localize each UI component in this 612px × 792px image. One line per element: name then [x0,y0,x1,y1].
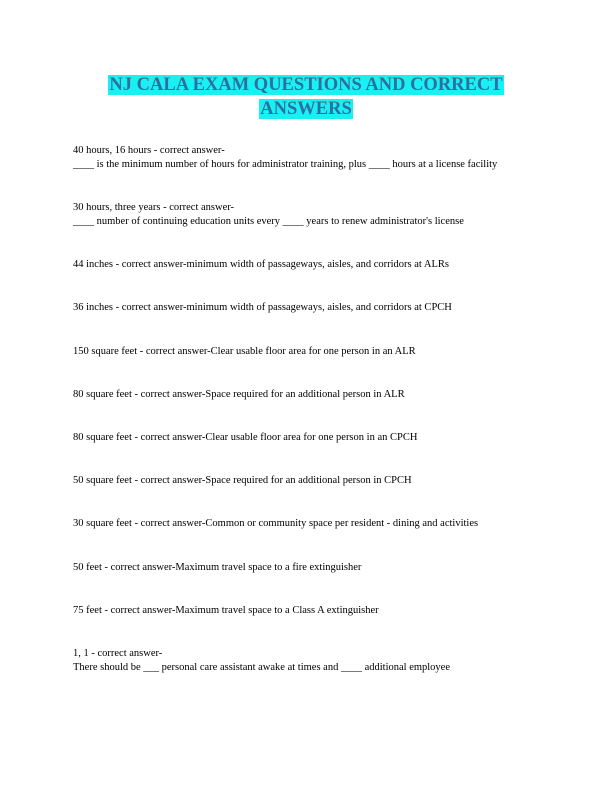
qa-text: 50 square feet - correct answer-Space required for an additional person in CPCH [73,475,412,486]
qa-item-width-cpch [73,301,553,315]
qa-item-fire-extinguisher [73,561,553,575]
qa-answer: 40 hours, 16 hours - correct answer- [73,145,225,156]
qa-item-hours-training [73,144,553,172]
qa-answer: 1, 1 - correct answer- [73,648,163,659]
qa-question: There should be ___ personal care assistant awake at times and ____ additional employee [73,662,451,673]
qa-item-floor-area-alr [73,345,553,359]
qa-question: ____ number of continuing education units every ____ years to renew administrator's license [73,216,464,227]
qa-item-care-assistant [73,647,553,675]
qa-text: 36 inches - correct answer-minimum width of passageways, aisles, and corridors at CPCH [73,302,452,313]
qa-text: 150 square feet - correct answer-Clear usable floor area for one person in an ALR [73,346,416,357]
document-title [0,73,612,121]
qa-answer: 30 hours, three years - correct answer- [73,202,235,213]
qa-text: 50 feet - correct answer-Maximum travel space to a fire extinguisher [73,562,362,573]
qa-text: 80 square feet - correct answer-Space required for an additional person in ALR [73,389,405,400]
qa-text: 30 square feet - correct answer-Common or community space per resident - dining and activities [73,518,479,529]
qa-question: ____ is the minimum number of hours for administrator training, plus ____ hours at a license facility [73,159,498,170]
qa-item-additional-person-alr [73,388,553,402]
qa-item-continuing-education [73,201,553,229]
title-line-1: NJ CALA EXAM QUESTIONS AND CORRECT [109,75,503,95]
qa-item-common-space [73,517,553,531]
qa-text: 44 inches - correct answer-minimum width of passageways, aisles, and corridors at ALRs [73,259,449,270]
title-line-2: ANSWERS [260,99,352,119]
qa-text: 75 feet - correct answer-Maximum travel space to a Class A extinguisher [73,605,379,616]
qa-item-class-a-extinguisher [73,604,553,618]
qa-item-width-alr [73,258,553,272]
qa-text: 80 square feet - correct answer-Clear usable floor area for one person in an CPCH [73,432,418,443]
qa-item-additional-person-cpch [73,474,553,488]
qa-item-floor-area-cpch [73,431,553,445]
